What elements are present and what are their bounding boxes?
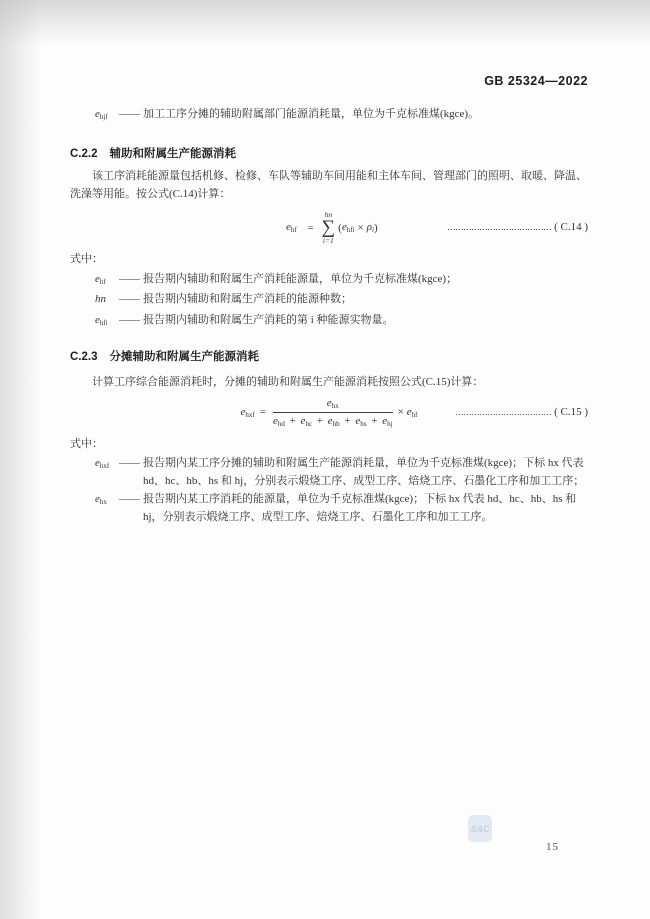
term-definition-hn: [95, 291, 588, 312]
where-label-c14: 式中：: [70, 252, 103, 265]
definition-dash: ——: [119, 272, 139, 285]
definition-dash: ——: [119, 456, 139, 469]
section-heading-c23: [70, 348, 588, 364]
variable-ehj: $e_{hj}$: [382, 414, 393, 428]
section-number: C.2.2: [70, 147, 98, 160]
formula-c14: [70, 204, 588, 251]
variable-ehfi: $e_{hfi}$: [95, 313, 108, 327]
formula-c15: [70, 392, 588, 432]
page-number: 15: [546, 841, 559, 853]
times-sign: ×: [397, 406, 404, 418]
scan-shadow-left: [0, 0, 42, 919]
definition-dash: ——: [119, 313, 139, 326]
fraction: [273, 397, 393, 428]
formula-c14-leader: ………………………………… ( C.14 ): [447, 221, 588, 233]
paragraph-c23: 计算工序综合能源消耗时，分摊的辅助和附属生产能源消耗按照公式(C.15)计算：: [92, 376, 484, 388]
formula-c15-expression: [240, 397, 417, 428]
definition-text: 报告期内辅助和附属生产消耗的第 i 种能源实物量。: [143, 313, 394, 326]
variable-ehd: $e_{hd}$: [272, 414, 285, 428]
variable-ehxf: $e_{hxf}$: [95, 456, 110, 470]
paragraph-c22: 该工序消耗能源量包括机修、检修、车队等辅助车间用能和主体车间、管理部门的照明、取暖、降温、洗澡等用能。按公式(C.14)计算：: [70, 169, 587, 200]
formula-c15-leader: ……………………………… ( C.15 ): [455, 405, 588, 418]
definition-text: 报告期内某工序分摊的辅助和附属生产能源消耗量，单位为千克标准煤(kgce)；下标 hx 代表 hd、hc、hb、hs 和 hj，分别表示煅烧工序、成型工序、焙烧工序、石墨化工序和加工工序；: [143, 456, 585, 487]
where-label-c15: 式中：: [70, 437, 103, 450]
sum-upper-limit: hn: [324, 209, 333, 219]
section-title: 分摊辅助和附属生产能源消耗: [109, 351, 259, 363]
sigma-icon: ∑: [321, 216, 336, 238]
variable-ehxf: $e_{hxf}$: [240, 405, 255, 419]
formula-c14-label: ( C.14 ): [554, 221, 588, 233]
variable-ehjf: $e_{hjf}$: [95, 108, 108, 121]
equals-sign: =: [307, 221, 314, 234]
definition-dash: ——: [119, 492, 139, 505]
term-definition-ehxf: [95, 454, 588, 490]
plus-sign: +: [344, 414, 351, 427]
summation-symbol: [322, 211, 336, 245]
variable-ehx: $e_{hx}$: [95, 492, 107, 506]
open-paren: (: [338, 221, 342, 234]
definition-text: 报告期内某工序消耗的能源量，单位为千克标准煤(kgce)；下标 hx 代表 hd、hc、hb、hs 和 hj，分别表示煅烧工序、成型工序、焙烧工序、石墨化工序和加工工序。: [143, 492, 577, 523]
formula-c15-label: ( C.15 ): [554, 405, 588, 418]
sac-watermark-icon: SAC: [468, 815, 492, 842]
definition-text: 加工工序分摊的辅助附属部门能源消耗量，单位为千克标准煤(kgce)。: [143, 108, 480, 120]
fraction-numerator: $e_{hx}$: [273, 397, 393, 413]
section-heading-c22: [70, 145, 588, 161]
variable-ehc: $e_{hc}$: [300, 414, 313, 428]
definition-text: 报告期内辅助和附属生产消耗能源量，单位为千克标准煤(kgce)；: [143, 272, 458, 285]
term-definition-ehx: [95, 490, 588, 526]
standard-number-header: GB 25324—2022: [484, 74, 588, 88]
term-definition-ehfi: [95, 312, 588, 333]
variable-ehs: $e_{hs}$: [355, 414, 367, 428]
times-sign: ×: [357, 221, 364, 234]
definition-text: 报告期内辅助和附属生产消耗的能源种数；: [143, 293, 352, 305]
variable-ehf: $e_{hf}$: [406, 405, 418, 419]
definition-dash: ——: [119, 293, 139, 305]
variable-rho-i: $\rho_i$: [366, 221, 374, 234]
variable-ehb: $e_{hb}$: [327, 414, 340, 428]
plus-sign: +: [289, 414, 296, 427]
term-definition-ehjf: [95, 106, 588, 127]
definition-dash: ——: [119, 108, 139, 120]
close-paren: ): [373, 221, 378, 234]
variable-hn: hn: [95, 293, 106, 305]
plus-sign: +: [371, 414, 378, 427]
sum-lower-limit: i=1: [322, 235, 334, 245]
variable-ehfi: $e_{hfi}$: [341, 221, 355, 234]
formula-c14-expression: [280, 211, 377, 245]
section-number: C.2.3: [70, 351, 98, 363]
scan-shadow-top: [0, 0, 650, 46]
section-title: 辅助和附属生产能源消耗: [109, 147, 236, 160]
variable-ehf: $e_{hf}$: [286, 221, 297, 234]
term-definition-ehf: [95, 271, 588, 292]
variable-ehf: $e_{hf}$: [95, 272, 106, 286]
plus-sign: +: [316, 414, 324, 427]
fraction-denominator: [273, 413, 393, 428]
equals-sign: =: [259, 406, 266, 418]
